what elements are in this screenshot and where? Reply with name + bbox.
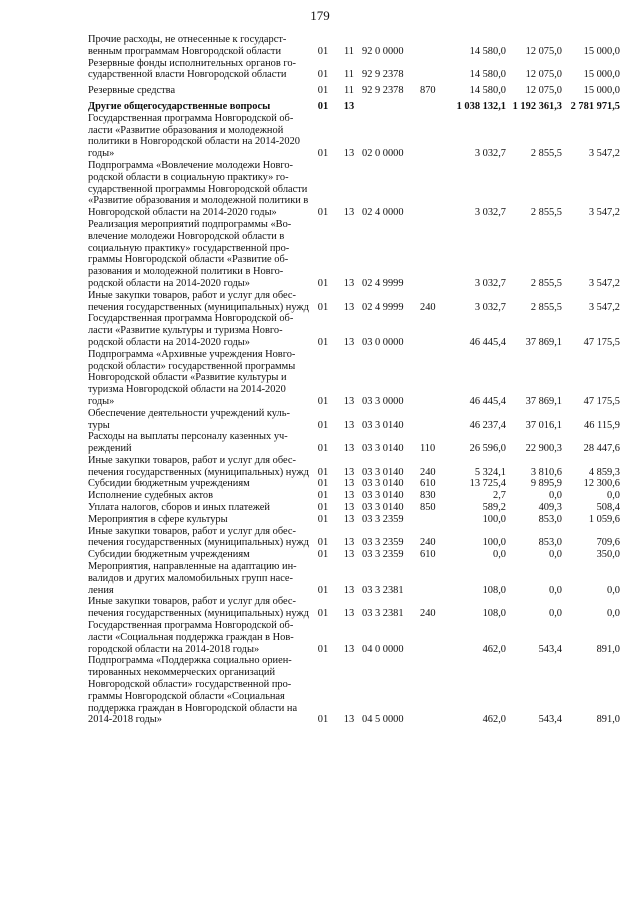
row-name: Мероприятия, направленные на адаптацию ин-валидов и других маломобильных групп насе-ления <box>88 561 297 596</box>
table-row <box>88 34 620 58</box>
row-name: Иные закупки товаров, работ и услуг для обес-печения государственных (муниципальных) нужд <box>88 596 309 620</box>
table-row <box>88 113 620 160</box>
table-row <box>88 160 620 219</box>
row-amount-year2: 12 075,0 <box>525 69 562 81</box>
row-name: Иные закупки товаров, работ и услуг для обес-печения государственных (муниципальных) нужд <box>88 454 309 478</box>
row-amount-year3: 350,0 <box>596 549 620 561</box>
row-target-article: 03 3 0140 <box>362 419 404 431</box>
page-number: 179 <box>310 8 330 23</box>
row-section: 01 <box>317 478 329 490</box>
table-row <box>88 349 620 408</box>
row-amount-year1: 14 580,0 <box>469 45 506 57</box>
table-row <box>88 655 620 726</box>
row-name: Другие общегосударственные вопросы <box>88 100 271 112</box>
row-section: 01 <box>317 419 329 431</box>
row-subsection: 13 <box>343 466 355 478</box>
row-name: Иные закупки товаров, работ и услуг для обес-печения государственных (муниципальных) нужд <box>88 525 309 549</box>
row-section: 01 <box>317 643 329 655</box>
row-section: 01 <box>317 466 329 478</box>
row-amount-year2: 853,0 <box>538 537 562 549</box>
row-target-article: 03 3 0140 <box>362 502 404 514</box>
row-amount-year3: 46 115,9 <box>584 419 620 431</box>
row-amount-year3: 47 175,5 <box>583 395 620 407</box>
row-expense-type <box>420 160 446 219</box>
budget-table-body <box>88 34 620 726</box>
row-target-article: 92 0 0000 <box>362 45 404 57</box>
row-amount-year1: 14 580,0 <box>469 69 506 81</box>
table-row <box>88 514 620 526</box>
row-subsection: 13 <box>343 395 355 407</box>
row-name: Резервные фонды исполнительных органов го-сударственной власти Новгородской области <box>88 57 296 81</box>
row-target-article: 03 3 0140 <box>362 478 404 490</box>
row-subsection: 13 <box>343 714 355 726</box>
table-row <box>88 596 620 620</box>
row-name: Подпрограмма «Поддержка социально ориен-тированных некоммерческих организаций Новгородской области» государственной про-граммы Новгородской области «Социальная поддержка граждан в Новгородской области на 2014-2018 годы» <box>88 655 298 726</box>
row-section: 01 <box>317 69 329 81</box>
table-row <box>88 490 620 502</box>
row-name: Уплата налогов, сборов и иных платежей <box>88 502 270 514</box>
row-target-article <box>362 97 420 113</box>
row-amount-year1: 46 445,4 <box>469 395 506 407</box>
row-amount-year2: 37 869,1 <box>525 336 562 348</box>
row-expense-type <box>420 113 446 160</box>
row-amount-year1: 3 032,7 <box>474 207 506 219</box>
row-amount-year1: 0,0 <box>493 549 506 561</box>
row-section: 01 <box>317 395 329 407</box>
row-section: 01 <box>317 336 329 348</box>
row-name: Реализация мероприятий подпрограммы «Во-влечение молодежи Новгородской области в социальную практику» государственной про-граммы Новгородской области «Развитие об-разования и молодежной политики в Новго-родской области на 2014-2020 годы» <box>88 218 292 289</box>
row-target-article: 03 3 2359 <box>362 513 404 525</box>
row-amount-year2: 0,0 <box>549 490 562 502</box>
row-amount-year3: 4 859,3 <box>588 466 620 478</box>
table-row <box>88 81 620 97</box>
row-amount-year1: 46 445,4 <box>469 336 506 348</box>
row-expense-type: 240 <box>420 537 436 549</box>
row-amount-year3: 2 781 971,5 <box>570 100 620 112</box>
row-expense-type <box>420 561 446 596</box>
row-amount-year1: 100,0 <box>482 537 506 549</box>
row-expense-type <box>420 97 446 113</box>
row-subsection: 13 <box>343 100 355 112</box>
row-amount-year2: 37 869,1 <box>525 395 562 407</box>
row-section: 01 <box>317 45 329 57</box>
row-expense-type <box>420 655 446 726</box>
row-expense-type <box>420 620 446 655</box>
row-name: Государственная программа Новгородской об-ласти «Развитие культуры и туризма Новго-родской области на 2014-2020 годы» <box>88 313 294 348</box>
row-amount-year3: 0,0 <box>607 490 620 502</box>
row-target-article: 02 4 9999 <box>362 301 404 313</box>
row-amount-year3: 47 175,5 <box>583 336 620 348</box>
table-row <box>88 502 620 514</box>
row-subsection: 11 <box>343 69 354 81</box>
row-amount-year3: 3 547,2 <box>588 301 620 313</box>
row-expense-type: 830 <box>420 490 436 502</box>
row-amount-year1: 2,7 <box>493 490 506 502</box>
row-section: 01 <box>317 277 329 289</box>
row-amount-year1: 3 032,7 <box>474 301 506 313</box>
row-amount-year1: 1 038 132,1 <box>456 100 506 112</box>
row-expense-type: 610 <box>420 478 436 490</box>
row-subsection: 13 <box>343 301 355 313</box>
row-amount-year2: 22 900,3 <box>525 443 562 455</box>
row-amount-year3: 15 000,0 <box>583 85 620 97</box>
row-amount-year3: 15 000,0 <box>583 69 620 81</box>
row-name: Мероприятия в сфере культуры <box>88 513 228 525</box>
row-target-article: 03 3 0140 <box>362 443 404 455</box>
row-amount-year1: 3 032,7 <box>474 148 506 160</box>
row-name: Государственная программа Новгородской об-ласти «Развитие образования и молодежной политики в Новгородской области на 2014-2020 годы» <box>88 112 300 160</box>
row-section: 01 <box>317 502 329 514</box>
row-subsection: 13 <box>343 148 355 160</box>
row-name: Государственная программа Новгородской об-ласти «Социальная поддержка граждан в Нов-городской области на 2014-2018 годы» <box>88 620 294 655</box>
row-section: 01 <box>317 714 329 726</box>
row-name: Прочие расходы, не отнесенные к государст-венным программам Новгородской области <box>88 34 287 57</box>
row-section: 01 <box>317 443 329 455</box>
row-amount-year2: 2 855,5 <box>530 301 562 313</box>
row-expense-type <box>420 58 446 82</box>
row-section: 01 <box>317 207 329 219</box>
row-target-article: 03 3 2381 <box>362 608 404 620</box>
row-amount-year1: 14 580,0 <box>469 85 506 97</box>
row-subsection: 13 <box>343 513 355 525</box>
row-name: Расходы на выплаты персоналу казенных уч-реждений <box>88 431 288 455</box>
row-target-article: 02 4 9999 <box>362 277 404 289</box>
row-section: 01 <box>317 148 329 160</box>
row-subsection: 13 <box>343 490 355 502</box>
row-expense-type <box>420 514 446 526</box>
row-amount-year1: 13 725,4 <box>469 478 506 490</box>
row-name: Субсидии бюджетным учреждениям <box>88 478 250 490</box>
row-target-article: 03 0 0000 <box>362 336 404 348</box>
row-section: 01 <box>317 584 329 596</box>
table-row <box>88 313 620 348</box>
budget-table <box>88 34 620 726</box>
row-name: Исполнение судебных актов <box>88 490 213 502</box>
row-subsection: 11 <box>343 45 354 57</box>
row-amount-year3: 28 447,6 <box>583 443 620 455</box>
table-row <box>88 408 620 432</box>
table-row <box>88 219 620 290</box>
row-target-article: 03 3 0140 <box>362 490 404 502</box>
row-amount-year3: 3 547,2 <box>588 148 620 160</box>
row-subsection: 13 <box>343 277 355 289</box>
row-target-article: 03 3 0000 <box>362 395 404 407</box>
row-expense-type <box>420 313 446 348</box>
row-amount-year2: 37 016,1 <box>525 419 562 431</box>
row-subsection: 13 <box>343 549 355 561</box>
row-amount-year1: 26 596,0 <box>469 443 506 455</box>
row-expense-type: 850 <box>420 502 436 514</box>
row-section: 01 <box>317 100 329 112</box>
row-expense-type: 240 <box>420 466 436 478</box>
row-amount-year2: 1 192 361,3 <box>512 100 562 112</box>
row-amount-year1: 5 324,1 <box>474 466 506 478</box>
row-amount-year2: 9 895,9 <box>530 478 562 490</box>
row-amount-year2: 12 075,0 <box>525 85 562 97</box>
row-amount-year2: 2 855,5 <box>530 207 562 219</box>
row-target-article: 04 5 0000 <box>362 714 404 726</box>
row-section: 01 <box>317 301 329 313</box>
table-row <box>88 526 620 550</box>
row-target-article: 02 4 0000 <box>362 207 404 219</box>
row-amount-year2: 543,4 <box>538 643 562 655</box>
row-name: Резервные средства <box>88 85 176 97</box>
row-amount-year2: 2 855,5 <box>530 277 562 289</box>
row-amount-year2: 543,4 <box>538 714 562 726</box>
row-amount-year2: 0,0 <box>549 584 562 596</box>
row-amount-year2: 12 075,0 <box>525 45 562 57</box>
row-expense-type <box>420 219 446 290</box>
row-amount-year1: 100,0 <box>482 513 506 525</box>
row-amount-year1: 589,2 <box>482 502 506 514</box>
row-amount-year2: 2 855,5 <box>530 148 562 160</box>
row-amount-year3: 12 300,6 <box>583 478 620 490</box>
row-subsection: 13 <box>343 643 355 655</box>
row-target-article: 92 9 2378 <box>362 85 404 97</box>
row-amount-year3: 508,4 <box>596 502 620 514</box>
row-target-article: 03 3 2359 <box>362 537 404 549</box>
row-target-article: 04 0 0000 <box>362 643 404 655</box>
row-name: Иные закупки товаров, работ и услуг для обес-печения государственных (муниципальных) нужд <box>88 289 309 313</box>
row-amount-year3: 891,0 <box>596 643 620 655</box>
row-amount-year1: 108,0 <box>482 608 506 620</box>
row-subsection: 13 <box>343 443 355 455</box>
row-amount-year3: 891,0 <box>596 714 620 726</box>
row-name: Субсидии бюджетным учреждениям <box>88 549 250 561</box>
row-amount-year3: 3 547,2 <box>588 207 620 219</box>
row-amount-year1: 462,0 <box>482 643 506 655</box>
row-amount-year1: 3 032,7 <box>474 277 506 289</box>
row-name: Обеспечение деятельности учреждений куль-туры <box>88 407 290 431</box>
row-section: 01 <box>317 490 329 502</box>
row-subsection: 11 <box>343 85 354 97</box>
row-section: 01 <box>317 549 329 561</box>
table-row <box>88 478 620 490</box>
row-amount-year2: 3 810,6 <box>530 466 562 478</box>
table-row <box>88 455 620 479</box>
row-target-article: 92 9 2378 <box>362 69 404 81</box>
row-subsection: 13 <box>343 584 355 596</box>
row-subsection: 13 <box>343 537 355 549</box>
row-amount-year2: 409,3 <box>538 502 562 514</box>
row-amount-year1: 108,0 <box>482 584 506 596</box>
table-row <box>88 431 620 455</box>
row-expense-type: 610 <box>420 549 436 561</box>
row-amount-year2: 0,0 <box>549 608 562 620</box>
table-row <box>88 97 620 113</box>
row-target-article: 02 0 0000 <box>362 148 404 160</box>
row-subsection: 13 <box>343 207 355 219</box>
row-expense-type: 240 <box>420 301 436 313</box>
row-amount-year2: 0,0 <box>549 549 562 561</box>
row-subsection: 13 <box>343 608 355 620</box>
row-amount-year1: 46 237,4 <box>469 419 506 431</box>
table-row <box>88 561 620 596</box>
row-amount-year3: 15 000,0 <box>583 45 620 57</box>
row-amount-year3: 1 059,6 <box>588 513 620 525</box>
row-name: Подпрограмма «Архивные учреждения Новго-родской области» государственной программы Новгородской области «Развитие культуры и туризма Новгородской области на 2014-2020 годы» <box>88 348 296 407</box>
row-expense-type <box>420 349 446 408</box>
table-row <box>88 58 620 82</box>
row-section: 01 <box>317 85 329 97</box>
row-subsection: 13 <box>343 336 355 348</box>
row-section: 01 <box>317 513 329 525</box>
row-amount-year3: 3 547,2 <box>588 277 620 289</box>
row-target-article: 03 3 0140 <box>362 466 404 478</box>
row-section: 01 <box>317 537 329 549</box>
row-expense-type: 240 <box>420 608 436 620</box>
row-name: Подпрограмма «Вовлечение молодежи Новго-родской области в социальную практику» го-сударственной программы Новгородской области «Развитие образования и молодежной политики в Новгородской области на 2014-2020 годы» <box>88 159 309 219</box>
row-subsection: 13 <box>343 419 355 431</box>
table-row <box>88 549 620 561</box>
row-amount-year3: 709,6 <box>596 537 620 549</box>
row-target-article: 03 3 2359 <box>362 549 404 561</box>
row-expense-type <box>420 34 446 58</box>
row-amount-year3: 0,0 <box>607 608 620 620</box>
row-expense-type <box>420 408 446 432</box>
row-amount-year1: 462,0 <box>482 714 506 726</box>
row-section: 01 <box>317 608 329 620</box>
row-amount-year3: 0,0 <box>607 584 620 596</box>
table-row <box>88 620 620 655</box>
row-target-article: 03 3 2381 <box>362 584 404 596</box>
table-row <box>88 290 620 314</box>
row-subsection: 13 <box>343 502 355 514</box>
row-subsection: 13 <box>343 478 355 490</box>
row-expense-type: 870 <box>420 85 436 97</box>
row-expense-type: 110 <box>420 443 436 455</box>
row-amount-year2: 853,0 <box>538 513 562 525</box>
